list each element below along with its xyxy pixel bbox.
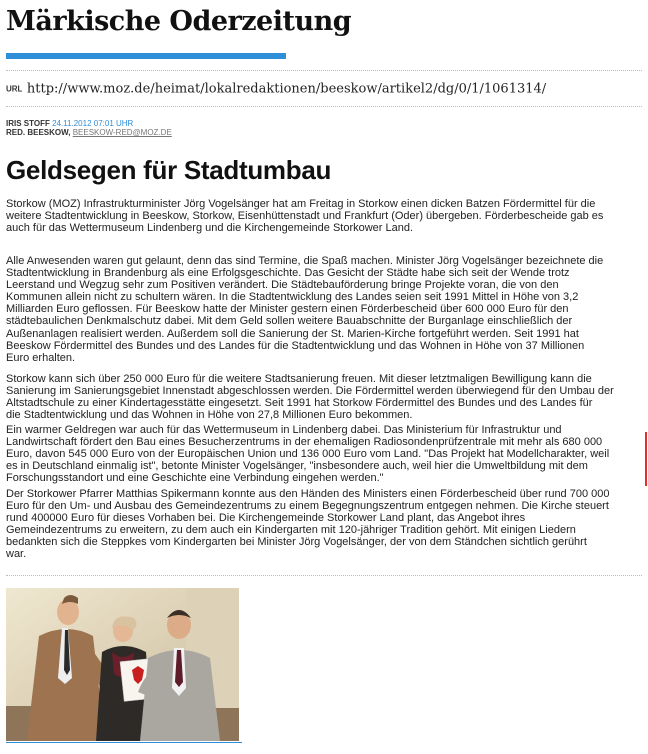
text-line: Der Storkower Pfarrer Matthias Spikermann konnte aus den Händen des Ministers einen Förderbescheid über rund 700 000 xyxy=(6,488,610,500)
text-line: Stadtentwicklung in Brandenburg als eine Erfolgsgeschichte. Das Gesicht der Städte habe sich seit der Wende trotz xyxy=(6,267,570,280)
paragraph-5 xyxy=(6,488,646,561)
text-line: Milliarden Euro geflossen. Für Beeskow hatte der Minister gestern einen Förderbescheid über 600 000 Euro für den xyxy=(6,303,569,316)
paragraph-4 xyxy=(6,424,646,484)
text-line: weitere Stadtentwicklung in Beeskow, Storkow, Eisenhüttenstadt und Frankfurt (Oder) übergeben. Förderbescheide gab es xyxy=(6,210,604,223)
text-line: Euro, davon 545 000 Euro von der Europäischen Union und 136 000 Euro vom Land. "Das Projekt hat Modellcharakter, weil xyxy=(6,448,610,461)
text-line: Leerstand und Wegzug sehr zum Positiven verändert. Die Städtebauförderung bringe Projekte voran, die von den xyxy=(6,279,559,292)
text-line: Ein warmer Geldregen war auch für das Wettermuseum in Lindenberg dabei. Das Ministerium für Infrastruktur und xyxy=(6,424,562,436)
text-line: die Stadtentwicklung und das Wohnen in Höhe von 27,8 Millionen Euro bekommen. xyxy=(6,409,413,422)
text-line: Gemeindezentrums zu erweitern, zu dem auch ein Kindergarten mit 120-jähriger Tradition gehört. Mit einigen Liedern xyxy=(6,524,576,537)
text-line: Storkow (MOZ) Infrastrukturminister Jörg Vogelsänger hat am Freitag in Storkow einen dicken Batzen Fördermittel für die xyxy=(6,198,596,210)
text-line: Storkow kann sich über 250 000 Euro für die weitere Stadtsanierung freuen. Mit dieser letztmaligen Bewilligung kann die xyxy=(6,373,592,385)
text-line: Alle Anwesenden waren gut gelaunt, denn das sind Termine, die Spaß machen. Minister Jörg Vogelsänger bezeichnete die xyxy=(6,255,604,267)
text-line: Altstadtschule zu einer Kindertagesstätte eingesetzt. Seit 1991 hat Storkow Fördermittel des Bundes und des Landes für xyxy=(6,397,593,410)
divider xyxy=(6,575,642,576)
divider xyxy=(6,106,642,107)
text-line: Sanierung im Sanierungsgebiet Innenstadt abgeschlossen werden. Die Fördermittel werden überwiegend für den Umbau der xyxy=(6,385,614,398)
masthead-logo: Märkische Oderzeitung xyxy=(6,6,352,37)
text-line: städtebaulichen Denkmalschutz dabei. Mit dem Geld sollen weitere Bauabschnitte der Burganlage einschließlich der xyxy=(6,315,573,328)
url-label: URL xyxy=(6,84,23,94)
text-line: Euro für den Um- und Ausbau des Gemeindezentrums zu einem Begegnungszentrum entgegen nehmen. Die Kirche steuert xyxy=(6,500,609,513)
text-line: Euro erhalten. xyxy=(6,351,76,364)
paragraph-2 xyxy=(6,255,646,364)
text-line: war. xyxy=(6,548,27,561)
url-value[interactable]: http://www.moz.de/heimat/lokalredaktionen/beeskow/artikel2/dg/0/1/1061314/ xyxy=(26,81,547,97)
department: RED. BEESKOW, xyxy=(6,128,73,137)
paragraph-1 xyxy=(6,198,646,234)
email-link[interactable]: BEESKOW-RED@MOZ.DE xyxy=(72,128,172,137)
change-marker xyxy=(645,432,647,486)
author-name: IRIS STOFF xyxy=(6,119,50,128)
text-line: es in Deutschland einmalig ist", betonte Minister Vogelsänger, "insbesondere auch, weil hier die Umweltbildung mit dem xyxy=(6,460,588,473)
text-line: rund 400000 Euro für dieses Vorhaben bei. Die Kirchengemeinde Storkower Land plant, das Angebot ihres xyxy=(6,512,526,525)
url-row xyxy=(6,80,546,98)
text-line: bedankten sich die Steppkes vom Kindergarten bei Minister Jörg Vogelsänger, der von dem Ständchen sichtlich gerührt xyxy=(6,536,587,549)
text-line: Kommunen allein nicht zu schultern wären. In die Stadtentwicklung des Landes seien seit 1991 Mittel in Höhe von 3,2 xyxy=(6,291,579,304)
headline: Geldsegen für Stadtumbau xyxy=(6,155,332,185)
masthead-accent-bar xyxy=(6,53,286,59)
text-line: Außenanlagen realisiert werden. Außerdem soll die Sanierung der St. Marien-Kirche fortgeführt werden. Seit 1991 hat xyxy=(6,327,579,340)
text-line: Forschungsstandort und eine Geschichte eine Verbindung eingehen werden." xyxy=(6,472,384,485)
photo-link-underline xyxy=(6,742,242,743)
text-line: auch für das Wettermuseum Lindenberg und die Kirchengemeinde Storkower Land. xyxy=(6,222,414,235)
divider xyxy=(6,70,642,71)
paragraph-3 xyxy=(6,373,646,421)
text-line: Beeskow Fördermittel des Bundes und des Landes für die Stadtentwicklung und das Wohnen in Höhe von 37 Millionen xyxy=(6,339,585,352)
publish-date: 24.11.2012 07:01 UHR xyxy=(49,119,134,128)
text-line: Landwirtschaft fördert den Bau eines Besucherzentrums in der ehemaligen Radiosondenprüfzentrale mit mehr als 680 000 xyxy=(6,436,603,449)
department-line xyxy=(6,128,172,138)
article-photo[interactable] xyxy=(6,588,239,741)
